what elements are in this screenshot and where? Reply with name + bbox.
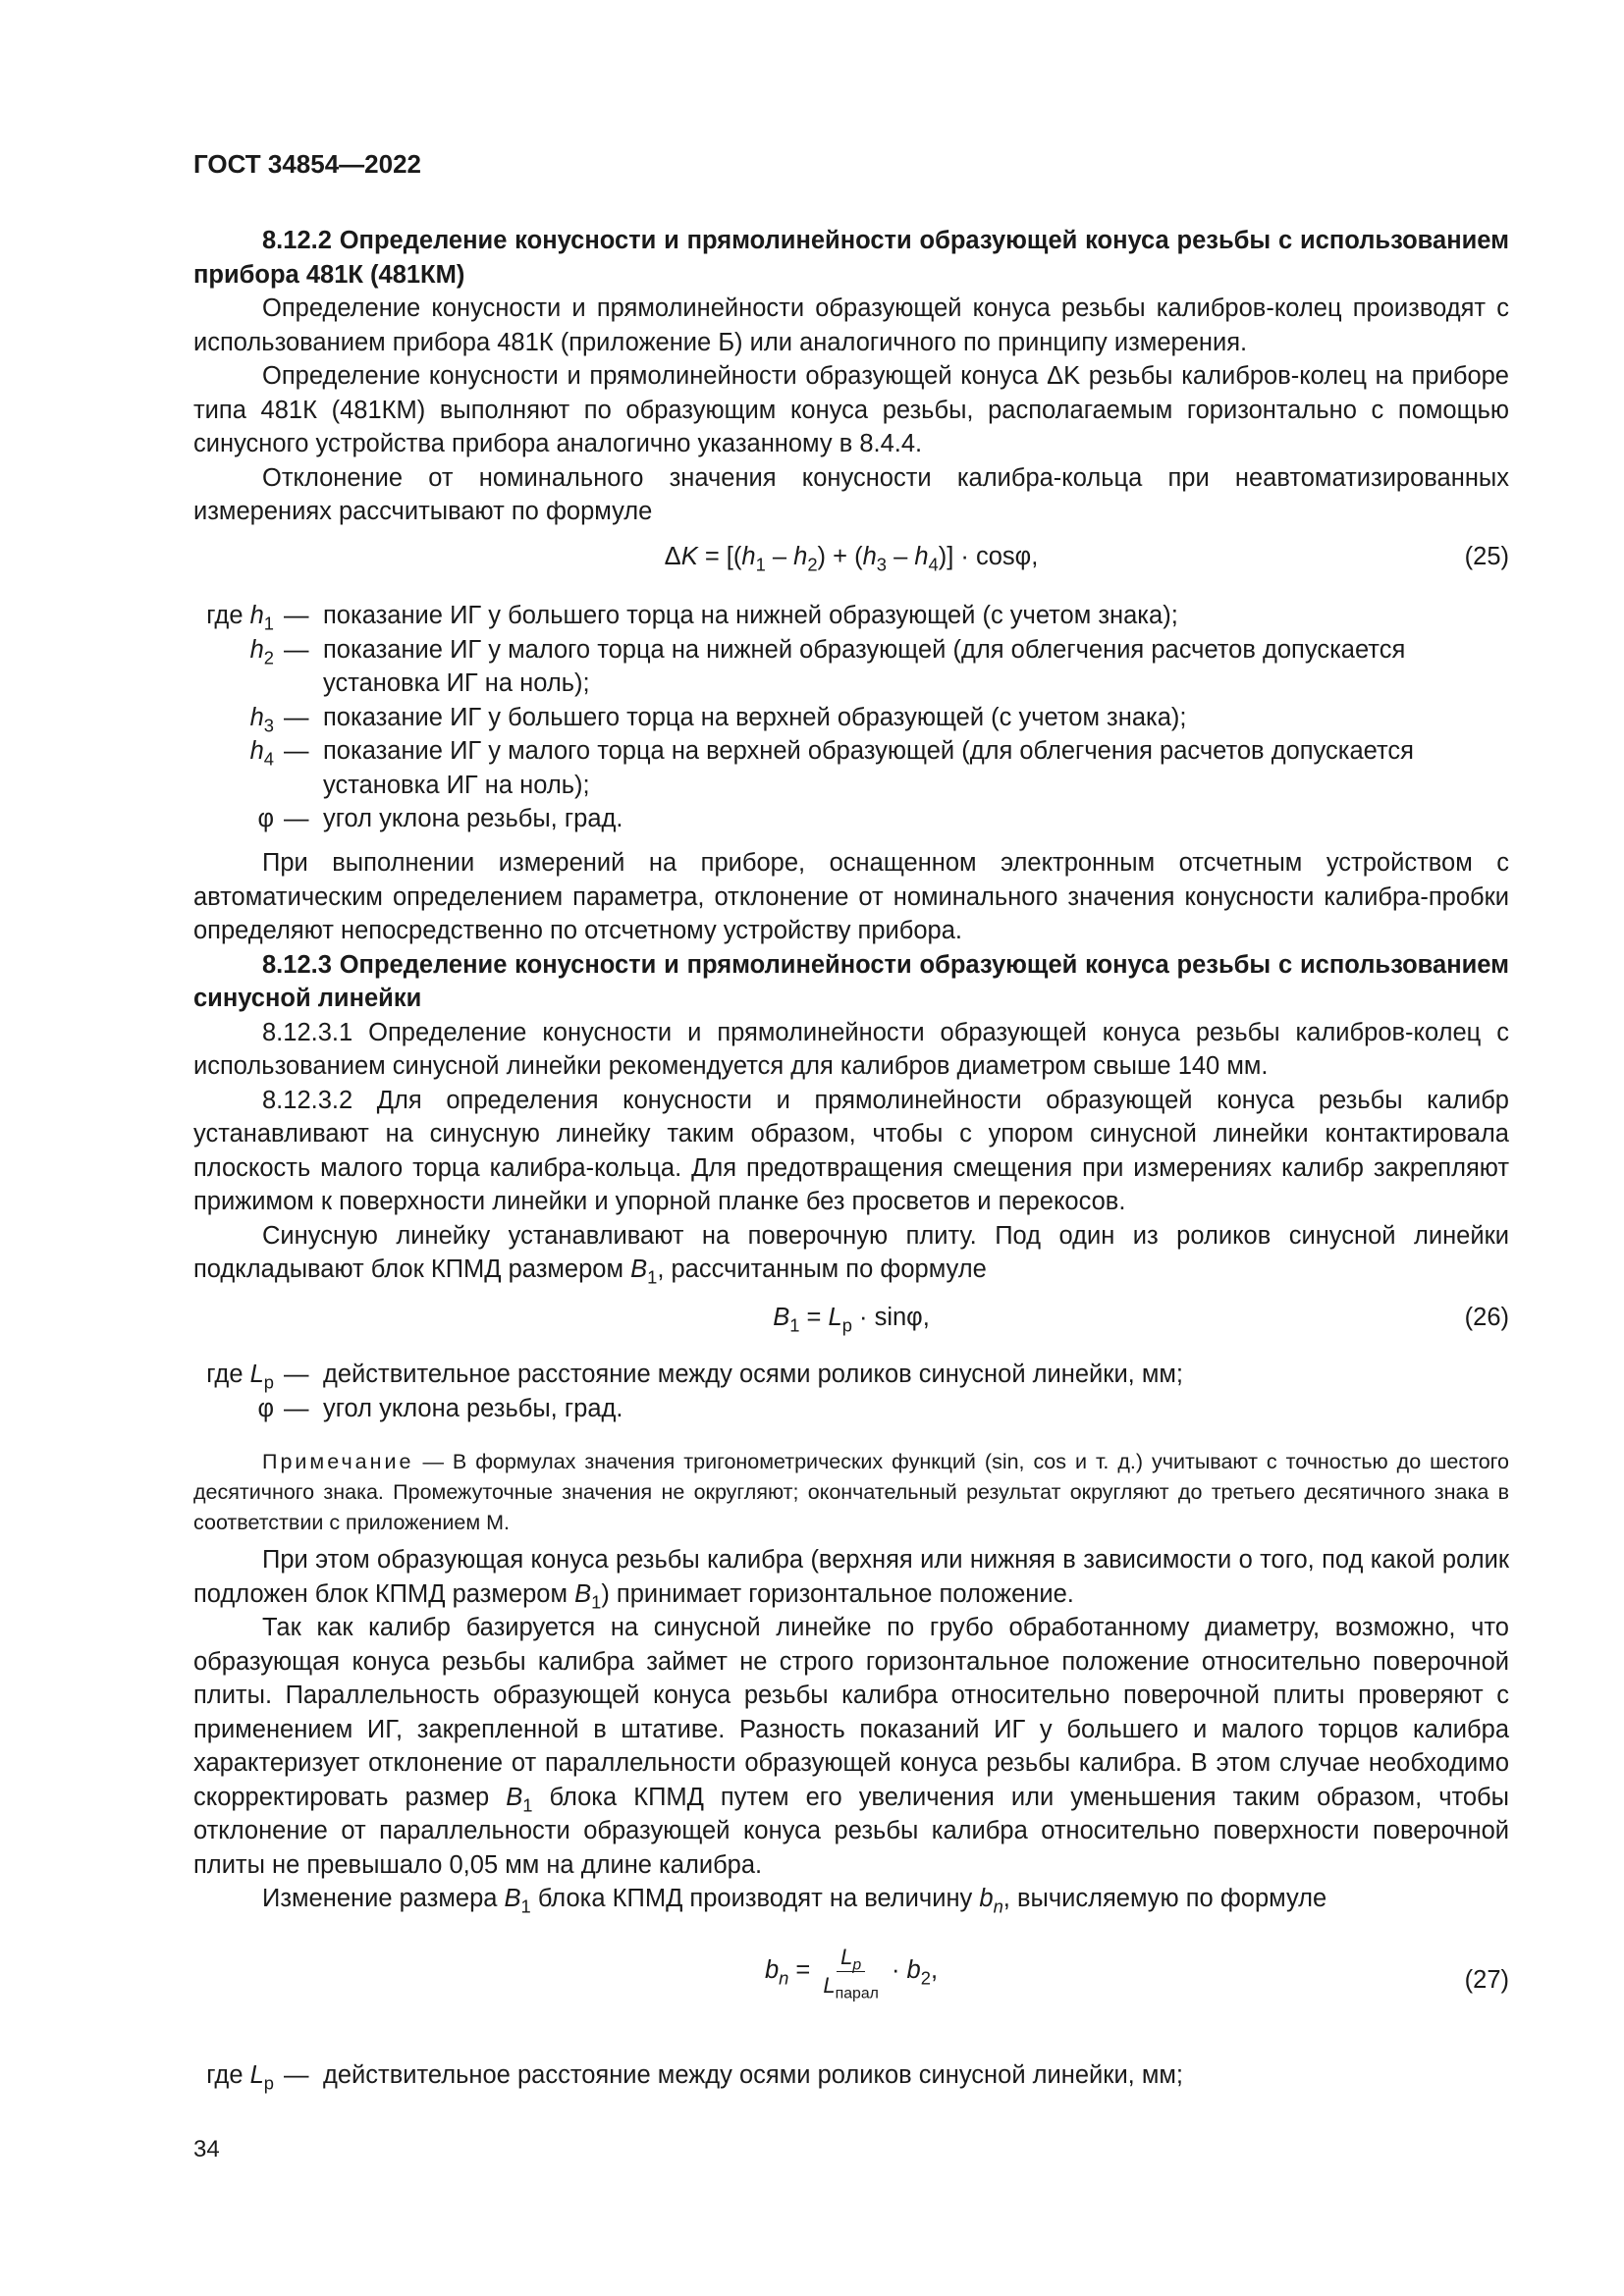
body-paragraphs (193, 1543, 1509, 1916)
formula-expression: $b_n$ = $\frac{L_p}{L_{парал}}$ · $b_2$, (764, 1945, 939, 2002)
formula-number: (27) (1464, 1966, 1509, 1994)
paragraph: Определение конусности и прямолинейности образующей конуса резьбы калибров-колец производят с использованием прибора 481К (приложение Б) или аналогичного по принципу измерения. (193, 294, 1509, 356)
formula-expression: $\Delta K = [(h_1 - h_2) + (h_3 - h_4)] \cdot \cos\varphi$, (664, 543, 1039, 575)
where-item: $h_4$ — показание ИГ у малого торца на верхней образующей (для облегчения расчетов допускается установка ИГ на ноль); (249, 737, 1414, 799)
where-list-27 (193, 2058, 1509, 2093)
formula-number: (26) (1464, 1304, 1509, 1331)
where-item: где $L_р$ — действительное расстояние между осями роликов синусной линейки, мм; (206, 1361, 1184, 1393)
where-list-25 (193, 599, 1509, 836)
note-text: — В формулах значения тригонометрических функций (sin, cos и т. д.) учитывают с точностью до шестого десятичного знака. Промежуточные значения не округляют; окончательный результат округляют до третьего десятичного знака в соответствии с приложением М. (193, 1450, 1509, 1534)
paragraph: Изменение размера $B_1$ блока КПМД производят на величину $b_n$, вычисляемую по формуле (262, 1885, 1327, 1917)
paragraph: При выполнении измерений на приборе, оснащенном электронным отсчетным устройством с автоматическим определением параметра, отклонение от номинального значения конусности калибра-пробки определяют непосредственно по отсчетному устройству прибора. (193, 849, 1509, 944)
section-8-12-2 (193, 224, 1509, 529)
formula-number: (25) (1464, 543, 1509, 570)
where-item: где $h_1$ — показание ИГ у большего торца на нижней образующей (с учетом знака); (206, 602, 1178, 634)
paragraph: Отклонение от номинального значения конусности калибра-кольца при неавтоматизированных измерениях рассчитывают по формуле (193, 463, 1509, 525)
note (193, 1447, 1509, 1538)
standard-header: ГОСТ 34854—2022 (193, 149, 421, 179)
paragraph: Синусную линейку устанавливают на поверочную плиту. Под один из роликов синусной линейки подкладывают блок КПМД размером $B_1$, рассчитанным по формуле (193, 1221, 1509, 1288)
paragraph: При этом образующая конуса резьбы калибра (верхняя или нижняя в зависимости о того, под какой ролик подложен блок КПМД размером $B_1$) принимает горизонтальное положение. (193, 1546, 1509, 1612)
formula-27 (193, 1944, 1509, 2022)
page-number: 34 (193, 2136, 220, 2163)
where-item: φ — угол уклона резьбы, град. (257, 1394, 623, 1422)
formula-25 (193, 540, 1509, 579)
paragraph: Определение конусности и прямолинейности образующей конуса ΔK резьбы калибров-колец на приборе типа 481К (481КМ) выполняют по образующим конуса резьбы, располагаемым горизонтально с помощью синусного устройства прибора аналогично указанному в 8.4.4. (193, 362, 1509, 457)
section-heading: 8.12.2 Определение конусности и прямолинейности образующей конуса резьбы с использованием прибора 481К (481КМ) (193, 227, 1509, 289)
where-item: $h_3$ — показание ИГ у большего торца на верхней образующей (с учетом знака); (249, 703, 1187, 735)
formula-26 (193, 1301, 1509, 1340)
where-item: φ — угол уклона резьбы, град. (257, 805, 623, 832)
paragraph: 8.12.3.1 Определение конусности и прямолинейности образующей конуса резьбы калибров-колец с использованием синусной линейки рекомендуется для калибров диаметром свыше 140 мм. (193, 1018, 1509, 1080)
paragraph: 8.12.3.2 Для определения конусности и прямолинейности образующей конуса резьбы калибр устанавливают на синусную линейку таким образом, чтобы с упором синусной линейки контактировала плоскость малого торца калибра-кольца. Для предотвращения смещения при измерениях калибр закрепляют прижимом к поверхности линейки и упорной планке без просветов и перекосов. (193, 1086, 1509, 1215)
section-heading: 8.12.3 Определение конусности и прямолинейности образующей конуса резьбы с использованием синусной линейки (193, 950, 1509, 1012)
where-item: где $L_р$ — действительное расстояние между осями роликов синусной линейки, мм; (206, 2061, 1184, 2094)
formula-expression: $B_1 = L_р \cdot \sin\varphi$, (773, 1304, 930, 1336)
section-8-12-3 (193, 846, 1509, 1287)
note-label: Примечание (262, 1450, 414, 1473)
where-list-26 (193, 1358, 1509, 1425)
paragraph: Так как калибр базируется на синусной линейке по грубо обработанному диаметру, возможно, что образующая конуса резьбы калибра займет не строго горизонтальное положение относительно поверочной плиты. Параллельность образующей конуса резьбы калибра относительно поверочной плиты проверяют с применением ИГ, закрепленной в штативе. Разность показаний ИГ у большего и малого торцов калибра характеризует отклонение от параллельности образующей конуса резьбы калибра. В этом случае необходимо скорректировать размер $B_1$ блока КПМД путем его увеличения или уменьшения таким образом, чтобы отклонение от параллельности образующей конуса резьбы калибра относительно поверхности поверочной плиты не превышало 0,05 мм на длине калибра. (193, 1614, 1509, 1879)
where-item: $h_2$ — показание ИГ у малого торца на нижней образующей (для облегчения расчетов допускается установка ИГ на ноль); (249, 635, 1406, 697)
